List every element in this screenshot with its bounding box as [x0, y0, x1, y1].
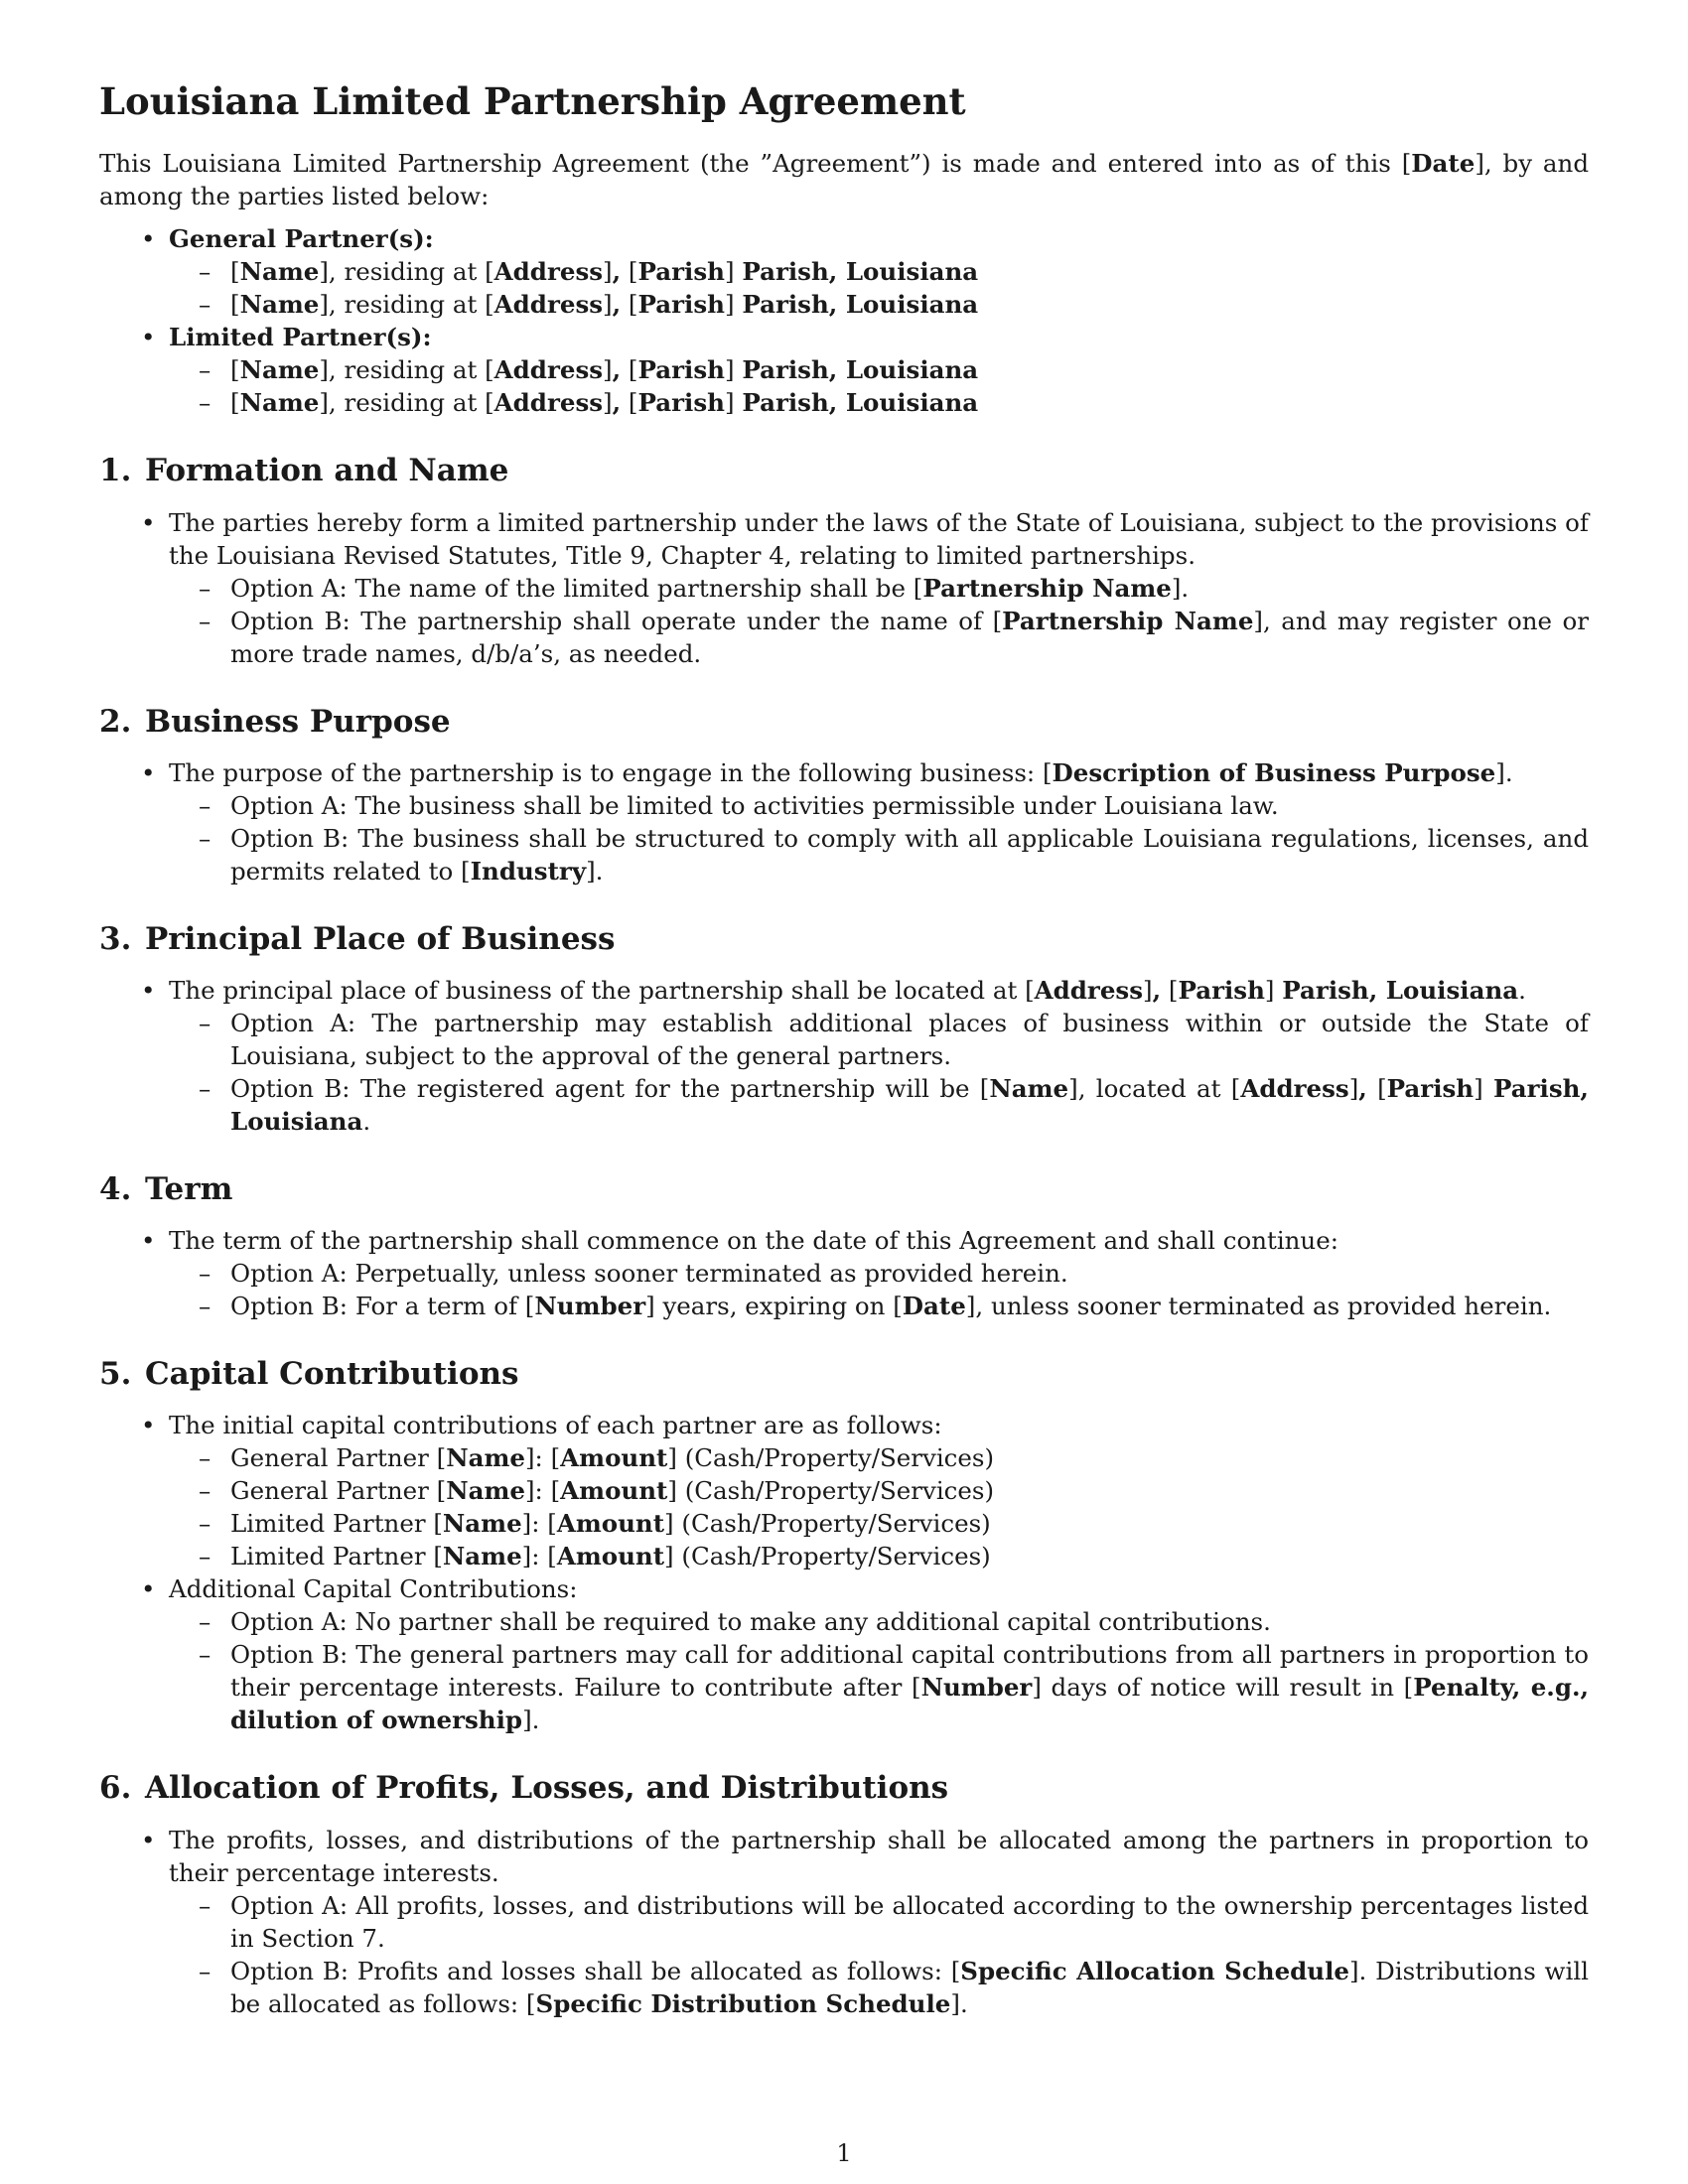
option-b: – Option B: The general partners may call for additional capital contributions from all partners in proportion to their percentage interests. Failure to contribute after [Number] days of notice will result in [Penalty, e.g., dilution of ownership]. — [199, 1640, 1590, 1735]
limited-partner-line: – [Name], residing at [Address], [Parish] Parish, Louisiana — [199, 388, 979, 418]
list-item: • The purpose of the partnership is to engage in the following business: [Description of Business Purpose]. – Option A: The business shall be limited to activities permissible under Louisiana law. – Option B: The business shall be structured to comply with all applicable Louisiana regulations, licenses, and permits related to [Industry]. — [141, 757, 1589, 886]
section-4-heading: 4. Term — [99, 1170, 233, 1207]
dash-icon: – — [199, 257, 211, 287]
limited-partner-line: – [Name], residing at [Address], [Parish] Parish, Louisiana — [199, 355, 979, 385]
dash-icon: – — [199, 606, 211, 635]
list-item: • The term of the partnership shall commence on the date of this Agreement and shall continue: – Option A: Perpetually, unless sooner terminated as provided herein. – Option B: For a term of [Number] years, expiring on [Date], unless sooner terminated as provided herein. — [99, 1224, 1589, 1322]
option-b: – Option B: Profits and losses shall be allocated as follows: [Specific Allocation Schedule]. Distributions will be allocated as follows: [Specific Distribution Schedule]. — [199, 1956, 1590, 2018]
option-a: – Option A: No partner shall be required to make any additional capital contributions. — [199, 1607, 1271, 1637]
dash-icon: – — [199, 1292, 211, 1321]
section-4-list — [99, 1224, 1589, 1322]
page-number: 1 — [836, 2139, 852, 2167]
parish-placeholder: Parish — [637, 355, 725, 385]
option-b: – Option B: For a term of [Number] years, expiring on [Date], unless sooner terminated as provided herein. — [199, 1292, 1552, 1321]
option-a: – Option A: All profits, losses, and distributions will be allocated according to the ownership percentages listed in Section 7. — [199, 1890, 1589, 1953]
dash-icon: – — [199, 1509, 211, 1539]
option-a: – Option A: The business shall be limited to activities permissible under Louisiana law. — [199, 790, 1279, 820]
section-5-list — [99, 1409, 1589, 1736]
dash-icon: – — [199, 1073, 211, 1103]
bullet-icon: • — [141, 224, 156, 254]
parish-placeholder: Parish — [637, 257, 725, 287]
general-partners-item — [99, 222, 1589, 321]
general-partners-label: General Partner(s): — [169, 224, 434, 254]
dash-icon: – — [199, 1476, 211, 1506]
name-placeholder: Name — [239, 388, 320, 418]
address-placeholder: Address — [493, 355, 604, 385]
name-placeholder: Name — [239, 290, 320, 320]
dash-icon: – — [199, 1542, 211, 1571]
list-item: • The principal place of business of the partnership shall be located at [Address], [Parish] Parish, Louisiana. – Option A: The partnership may establish additional places of business within or outside the State of Louisiana, subject to the approval of the general partners. – Option B: The registered agent for the partnership will be [Name], located at [Address], [Parish] Parish, Louisiana. — [141, 975, 1589, 1136]
option-a: – Option A: The partnership may establish additional places of business within or outside the State of Louisiana, subject to the approval of the general partners. — [199, 1008, 1589, 1070]
list-item: • Additional Capital Contributions: – Option A: No partner shall be required to make any additional capital contributions. – Option B: The general partners may call for additional capital contributions from all partners in proportion to their percentage interests. Failure to contribute after [Number] days of notice will result in [Penalty, e.g., dilution of ownership]. — [141, 1574, 1590, 1735]
section-5-heading: 5. Capital Contributions — [99, 1356, 519, 1393]
limited-partners-item — [99, 321, 1589, 419]
bullet-icon: • — [141, 975, 156, 1005]
document-title: Louisiana Limited Partnership Agreement — [99, 79, 966, 123]
list-item: • The parties hereby form a limited partnership under the laws of the State of Louisiana, subject to the provisions of the Louisiana Revised Statutes, Title 9, Chapter 4, relating to limited partnerships. – Option A: The name of the limited partnership shall be [Partnership Name]. – Option B: The partnership shall operate under the name of [Partnership Name], and may register one or more trade names, d/b/a’s, as needed. — [141, 507, 1590, 668]
list-item: • The initial capital contributions of each partner are as follows: – General Partner [Name]: [Amount] (Cash/Property/Services) – General Partner [Name]: [Amount] (Cash/Property/Services) – Limited Partner [Name]: [Amount] (Cash/Property/Services) – Limited Partner [Name]: [Amount] (Cash/Property/Services) — [99, 1409, 1589, 1572]
option-b: – Option B: The registered agent for the partnership will be [Name], located at [Address], [Parish] Parish, Louisiana. — [199, 1073, 1589, 1136]
section-2-list — [99, 756, 1589, 887]
dash-icon: – — [199, 1443, 211, 1473]
option-a: – Option A: Perpetually, unless sooner terminated as provided herein. — [199, 1259, 1068, 1289]
intro-date-placeholder: Date — [1411, 149, 1476, 179]
intro-text-end: ], by and among the parties listed below: — [99, 149, 1590, 211]
dash-icon: – — [199, 355, 211, 385]
name-placeholder: Name — [239, 355, 320, 385]
dash-icon: – — [199, 1008, 211, 1037]
section-1-list — [99, 506, 1589, 670]
parish-placeholder: Parish — [637, 388, 725, 418]
name-placeholder: Name — [239, 257, 320, 287]
dash-icon: – — [199, 1607, 211, 1637]
section-6-heading: 6. Allocation of Profits, Losses, and Distributions — [99, 1770, 949, 1807]
bullet-icon: • — [141, 323, 156, 352]
section-1-heading: 1. Formation and Name — [99, 453, 509, 489]
address-placeholder: Address — [493, 290, 604, 320]
general-partner-line: – [Name], residing at [Address], [Parish] Parish, Louisiana — [199, 290, 979, 320]
contribution-line: – General Partner [Name]: [Amount] (Cash/Property/Services) — [199, 1476, 995, 1506]
dash-icon: – — [199, 1890, 211, 1920]
bullet-icon: • — [141, 1825, 156, 1854]
document-page — [99, 79, 1589, 2020]
address-placeholder: Address — [493, 257, 604, 287]
intro-text: This Louisiana Limited Partnership Agreement (the ”Agreement”) is made and entered into as of this [ — [99, 149, 1412, 179]
section-3-heading: 3. Principal Place of Business — [99, 920, 616, 957]
dash-icon: – — [199, 790, 211, 820]
address-placeholder: Address — [493, 388, 604, 418]
dash-icon: – — [199, 1640, 211, 1670]
bullet-icon: • — [141, 507, 156, 537]
contribution-line: – General Partner [Name]: [Amount] (Cash/Property/Services) — [199, 1443, 995, 1473]
bullet-icon: • — [141, 1574, 156, 1604]
parish-placeholder: Parish — [637, 290, 725, 320]
dash-icon: – — [199, 388, 211, 418]
bullet-icon: • — [141, 757, 156, 787]
general-partner-line: – [Name], residing at [Address], [Parish] Parish, Louisiana — [199, 257, 979, 287]
section-6-list — [99, 1824, 1589, 2020]
dash-icon: – — [199, 573, 211, 603]
bullet-icon: • — [141, 1411, 156, 1440]
contribution-line: – Limited Partner [Name]: [Amount] (Cash/Property/Services) — [199, 1509, 991, 1539]
section-3-list — [99, 974, 1589, 1138]
dash-icon: – — [199, 1259, 211, 1289]
dash-icon: – — [199, 823, 211, 853]
option-a: – Option A: The name of the limited partnership shall be [Partnership Name]. — [199, 573, 1190, 603]
option-b: – Option B: The partnership shall operate under the name of [Partnership Name], and may register one or more trade names, d/b/a’s, as needed. — [199, 606, 1590, 668]
limited-partners-label: Limited Partner(s): — [169, 323, 432, 352]
list-item: • The profits, losses, and distributions of the partnership shall be allocated among the partners in proportion to their percentage interests. – Option A: All profits, losses, and distributions will be allocated according to the ownership percentages listed in Section 7. – Option B: Profits and losses shall be allocated as follows: [Specific Allocation Schedule]. Distributions will be allocated as follows: [Specific Distribution Schedule]. — [141, 1825, 1590, 2018]
bullet-icon: • — [141, 1226, 156, 1256]
intro-paragraph — [99, 147, 1589, 212]
dash-icon: – — [199, 290, 211, 320]
parties-list — [99, 222, 1589, 419]
section-2-heading: 2. Business Purpose — [99, 703, 451, 740]
contribution-line: – Limited Partner [Name]: [Amount] (Cash/Property/Services) — [199, 1542, 991, 1571]
option-b: – Option B: The business shall be structured to comply with all applicable Louisiana regulations, licenses, and permits related to [Industry]. — [199, 823, 1589, 886]
dash-icon: – — [199, 1956, 211, 1985]
